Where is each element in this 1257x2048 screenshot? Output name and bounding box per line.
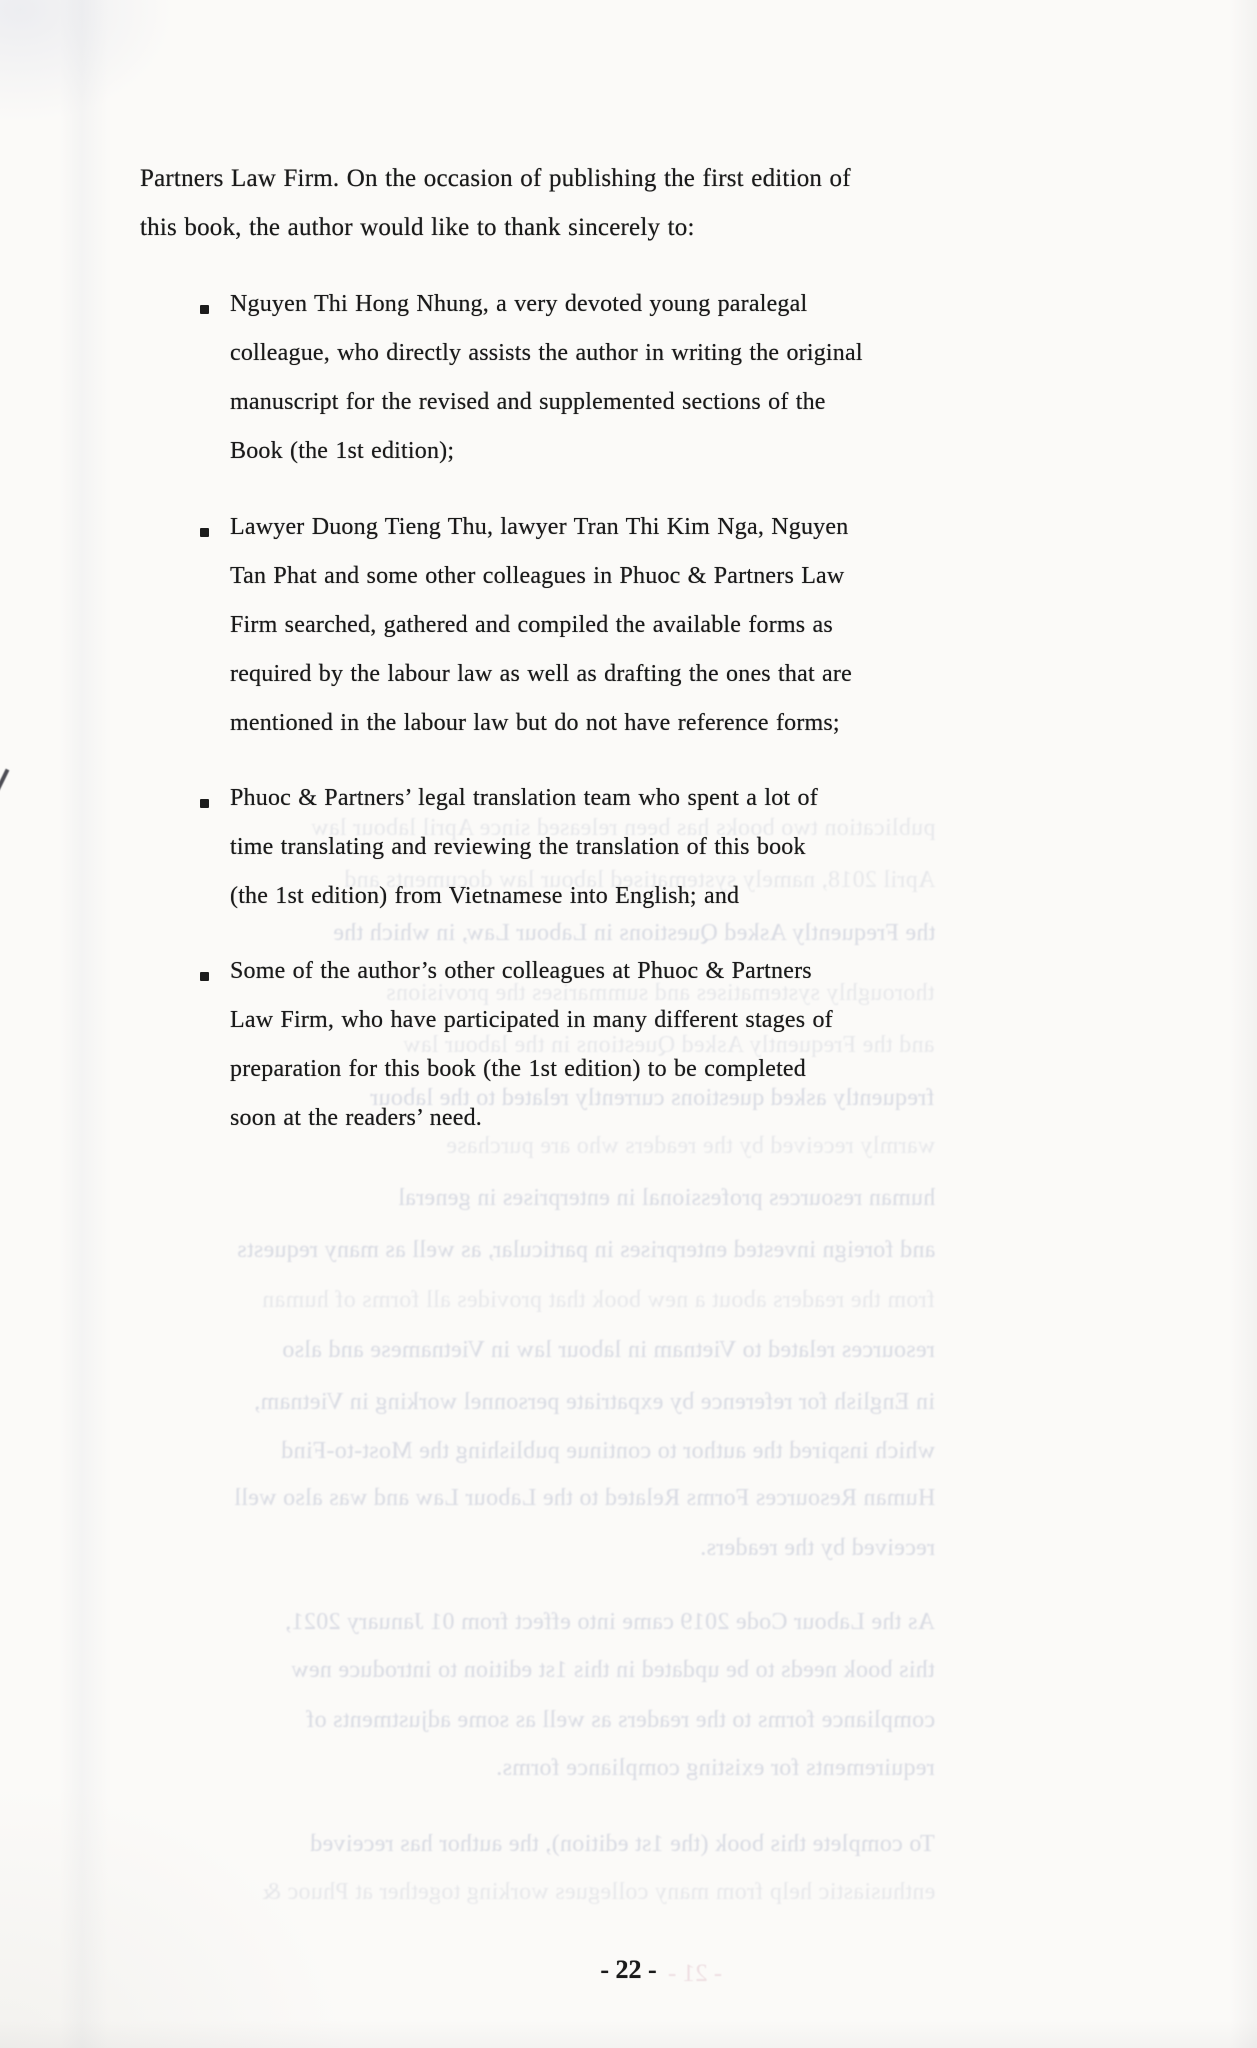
bleedthrough-line: and the Frequently Asked Questions in the labour law bbox=[403, 1032, 935, 1058]
bleedthrough-line: received by the readers. bbox=[699, 1535, 935, 1561]
bullet-line: (the 1st edition) from Vietnamese into English; and bbox=[230, 883, 740, 909]
bullet-line: Lawyer Duong Tieng Thu, lawyer Tran Thi Kim Nga, Nguyen bbox=[230, 514, 849, 540]
bleedthrough-line: compliance forms to the readers as well as some adjustments of bbox=[305, 1707, 935, 1733]
bleedthrough-line: publication two books has been released since April labour law bbox=[310, 815, 935, 841]
bullet-icon bbox=[200, 799, 209, 808]
bullet-line: Law Firm, who have participated in many different stages of bbox=[230, 1007, 833, 1033]
bleedthrough-line: frequently asked questions currently related to the labour bbox=[370, 1085, 935, 1111]
bleedthrough-line: thoroughly systematises and summarises the provisions bbox=[386, 980, 935, 1006]
bullet-line: manuscript for the revised and supplemented sections of the bbox=[230, 389, 826, 415]
ghost-page-number: - 21 - bbox=[668, 1960, 723, 1987]
bullet-line: colleague, who directly assists the author in writing the original bbox=[230, 340, 863, 366]
bullet-line: time translating and reviewing the translation of this book bbox=[230, 834, 806, 860]
bleedthrough-line: warmly received by the readers who are purchase bbox=[445, 1133, 935, 1159]
bleedthrough-line: in English for reference by expatriate personnel working in Vietnam, bbox=[254, 1389, 935, 1415]
scan-edge-mark bbox=[0, 769, 9, 798]
bullet-icon bbox=[200, 972, 209, 981]
bleedthrough-line: from the readers about a new book that provides all forms of human bbox=[262, 1287, 935, 1313]
bullet-line: Tan Phat and some other colleagues in Phuoc & Partners Law bbox=[230, 563, 845, 589]
bleedthrough-line: To complete this book (the 1st edition), the author has received bbox=[310, 1831, 935, 1857]
bleedthrough-line: this book needs to be updated in this 1st edition to introduce new bbox=[291, 1657, 935, 1683]
bleedthrough-line: requirements for existing compliance forms. bbox=[496, 1755, 935, 1781]
bleedthrough-line: human resources professional in enterprises in general bbox=[397, 1185, 935, 1211]
bullet-line: Firm searched, gathered and compiled the available forms as bbox=[230, 612, 833, 638]
bleedthrough-line: resources related to Vietnam in labour law in Vietnamese and also bbox=[282, 1337, 935, 1363]
bullet-line: mentioned in the labour law but do not have reference forms; bbox=[230, 710, 840, 736]
bleedthrough-line: and foreign invested enterprises in particular, as well as many requests bbox=[236, 1237, 935, 1263]
intro-line: this book, the author would like to thank sincerely to: bbox=[140, 214, 695, 241]
bullet-icon bbox=[200, 305, 209, 314]
bullet-line: Some of the author’s other colleagues at Phuoc & Partners bbox=[230, 958, 812, 984]
bullet-icon bbox=[200, 528, 209, 537]
bleedthrough-line: As the Labour Code 2019 came into effect from 01 January 2021, bbox=[285, 1609, 935, 1635]
bleedthrough-line: Human Resources Forms Related to the Labour Law and was also well bbox=[233, 1485, 935, 1511]
bleedthrough-line: April 2018, namely systematised labour law documents and bbox=[343, 867, 935, 893]
bullet-line: preparation for this book (the 1st edition) to be completed bbox=[230, 1056, 806, 1082]
bleedthrough-line: the Frequently Asked Questions in Labour Law, in which the bbox=[332, 920, 935, 946]
bullet-line: soon at the readers’ need. bbox=[230, 1105, 482, 1131]
bullet-line: Phuoc & Partners’ legal translation team who spent a lot of bbox=[230, 785, 818, 811]
intro-line: Partners Law Firm. On the occasion of publishing the first edition of bbox=[140, 165, 851, 192]
bullet-line: Book (the 1st edition); bbox=[230, 438, 455, 464]
bleedthrough-line: enthusiastic help from many collegues working together at Phuoc & bbox=[261, 1879, 935, 1905]
bullet-line: Nguyen Thi Hong Nhung, a very devoted young paralegal bbox=[230, 291, 808, 317]
bullet-line: required by the labour law as well as drafting the ones that are bbox=[230, 661, 852, 687]
page-number: - 22 - bbox=[600, 1955, 657, 1984]
bleedthrough-line: which inspired the author to continue publishing the Most-to-Find bbox=[280, 1438, 935, 1464]
